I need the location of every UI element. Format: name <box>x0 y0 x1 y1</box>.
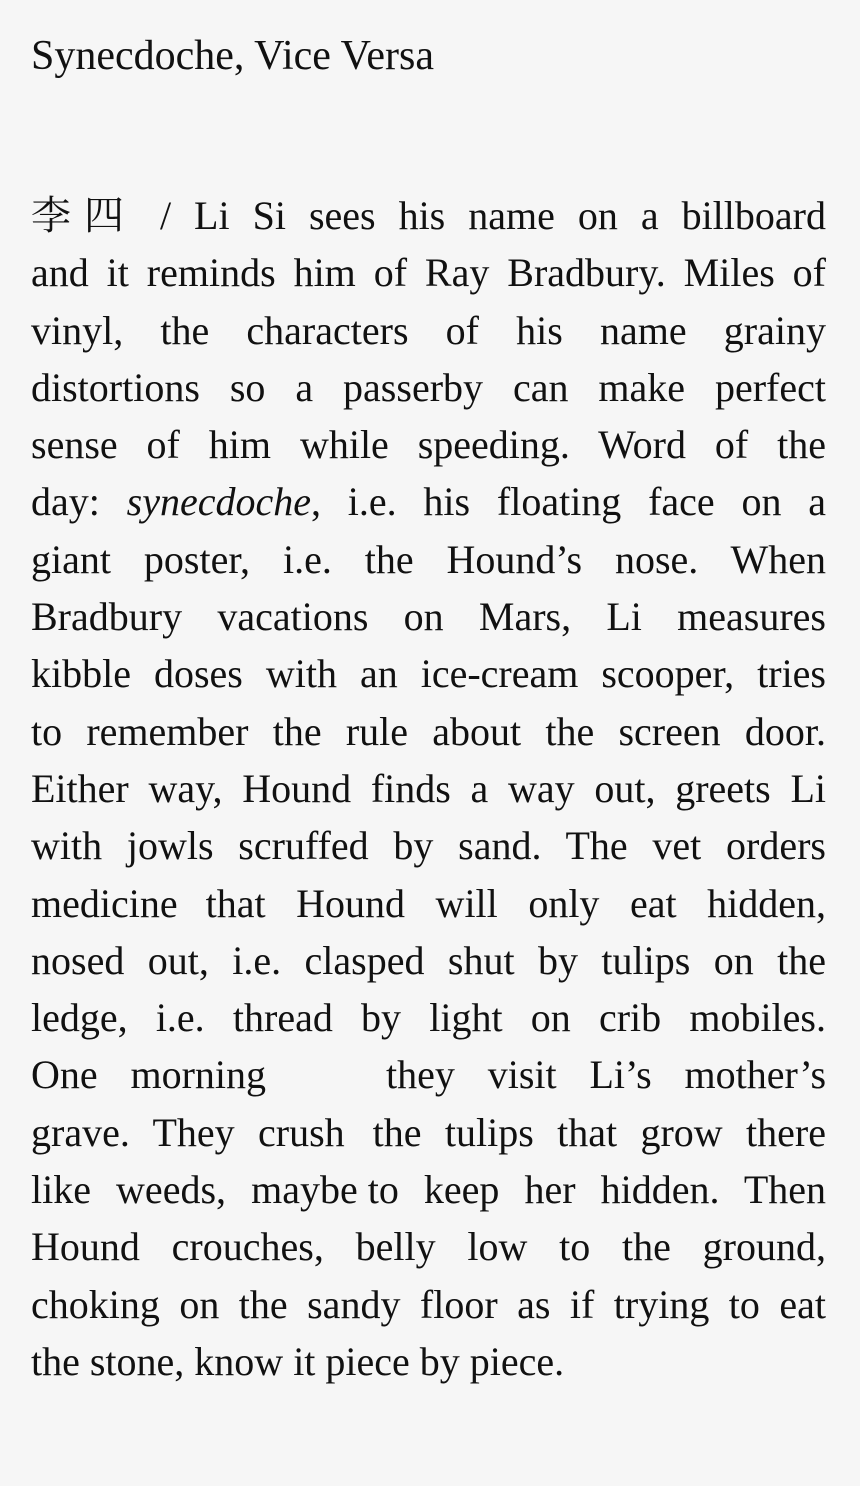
poem-title: Synecdoche, Vice Versa <box>31 33 434 79</box>
poem-line-4: distortions so a passerby can make perfect <box>31 364 826 410</box>
poem-line-9: kibble doses with an ice-cream scooper, tries <box>31 651 826 697</box>
poem-line-5: sense of him while speeding. Word of the <box>31 422 826 468</box>
poem-body <box>31 187 826 1390</box>
italic-word: synecdoche <box>126 479 311 525</box>
poem-line-1: 李四 / Li Si sees his name on a billboard <box>31 193 826 238</box>
poem-line-3: vinyl, the characters of his name grainy <box>31 307 826 353</box>
poem-line-13: medicine that Hound will only eat hidden, <box>31 880 826 926</box>
poem-line-6: day: synecdoche, i.e. his floating face on a <box>31 479 826 525</box>
poem-line-19: Hound crouches, belly low to the ground, <box>31 1224 826 1270</box>
poem-line-15: ledge, i.e. thread by light on crib mobiles. <box>31 995 826 1041</box>
poem-line-14: nosed out, i.e. clasped shut by tulips on the <box>31 937 826 983</box>
poem-line-20: choking on the sandy floor as if trying to eat <box>31 1281 826 1327</box>
poem-line-2: and it reminds him of Ray Bradbury. Miles of <box>31 250 826 296</box>
poem-line-16: One morning they visit Li’s mother’s <box>31 1052 826 1098</box>
poem-line-8: Bradbury vacations on Mars, Li measures <box>31 594 826 640</box>
poem-line-17: grave. They crush the tulips that grow there <box>31 1109 826 1155</box>
poem-line-12: with jowls scruffed by sand. The vet orders <box>31 823 826 869</box>
poem-line-7: giant poster, i.e. the Hound’s nose. When <box>31 536 826 582</box>
poem-line-11: Either way, Hound finds a way out, greets Li <box>31 765 826 811</box>
poem-line-18: like weeds, maybe to keep her hidden. Then <box>31 1167 826 1213</box>
poem-line-10: to remember the rule about the screen door. <box>31 708 826 754</box>
poem-line-21: the stone, know it piece by piece. <box>31 1338 565 1384</box>
